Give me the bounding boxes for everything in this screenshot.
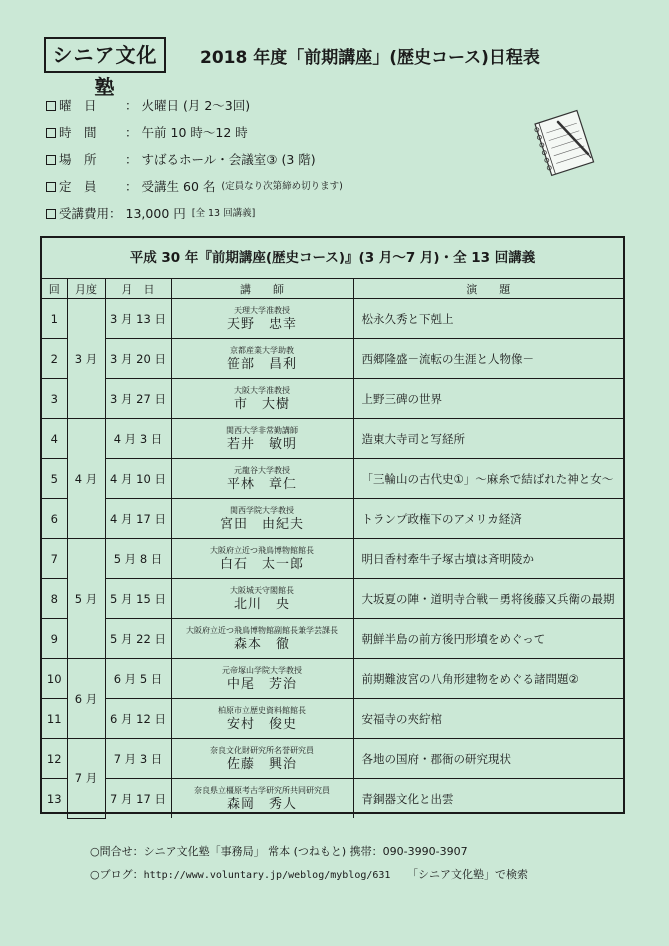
lecturer-name: 天野 忠幸	[226, 316, 297, 332]
month-cell: 3 月	[67, 299, 105, 419]
info-note: [全 13 回講義]	[191, 208, 256, 219]
blog-line	[90, 863, 630, 887]
info-row-capacity	[46, 173, 466, 200]
blog-search-text: 「シニア文化塾」で検索	[412, 868, 528, 881]
row-date: 5 月 15 日	[105, 579, 171, 619]
lecturer-name: 宮田 由紀夫	[219, 516, 304, 532]
row-date: 5 月 8 日	[105, 539, 171, 579]
checkbox-icon	[46, 182, 56, 192]
lecturer-name: 笹部 昌利	[226, 356, 297, 372]
lecturer-name: 森岡 秀人	[226, 796, 297, 812]
row-topic: 西郷隆盛－流転の生涯と人物像－	[353, 339, 623, 379]
lecturer-title: 奈良文化財研究所名誉研究員	[210, 745, 314, 755]
row-topic: 上野三碑の世界	[353, 379, 623, 419]
lecturer-title: 天理大学准教授	[234, 305, 290, 315]
row-topic: 大坂夏の陣・道明寺合戦－勇将後藤又兵衛の最期	[353, 579, 623, 619]
lecturer-name: 中尾 芳治	[226, 676, 297, 692]
row-no: 8	[42, 579, 67, 619]
lecturer-title: 関西学院大学教授	[230, 505, 294, 515]
row-lecturer	[171, 339, 353, 379]
row-date: 4 月 3 日	[105, 419, 171, 459]
row-date: 6 月 12 日	[105, 699, 171, 739]
table-row	[42, 619, 623, 659]
row-lecturer	[171, 779, 353, 819]
month-cell: 7 月	[67, 739, 105, 819]
info-label: 時 間	[59, 125, 97, 140]
colon: ：	[125, 179, 138, 194]
lecturer-title: 関西大学非常勤講師	[226, 425, 298, 435]
row-topic: 前期難波宮の八角形建物をめぐる諸問題②	[353, 659, 623, 699]
row-topic: 各地の国府・郡衙の研究現状	[353, 739, 623, 779]
row-lecturer	[171, 659, 353, 699]
info-value: すばるホール・会議室③ (3 階)	[141, 152, 316, 167]
info-label: 定 員	[59, 179, 97, 194]
lecturer-title: 大阪大学准教授	[234, 385, 290, 395]
info-row-day	[46, 92, 466, 119]
row-lecturer	[171, 699, 353, 739]
row-lecturer	[171, 419, 353, 459]
blog-url-link[interactable]: http://www.voluntary.jp/weblog/myblog/631	[143, 870, 391, 881]
row-date: 3 月 20 日	[105, 339, 171, 379]
row-no: 3	[42, 379, 67, 419]
lecturer-title: 大阪府立近つ飛鳥博物館館長	[210, 545, 314, 555]
row-topic: 安福寺の夾紵棺	[353, 699, 623, 739]
info-value: 受講生 60 名	[141, 179, 216, 194]
lecturer-title: 柏原市立歴史資料館館長	[218, 705, 306, 715]
row-topic: トランプ政権下のアメリカ経済	[353, 499, 623, 539]
lecturer-name: 平林 章仁	[226, 476, 297, 492]
checkbox-icon	[46, 209, 56, 219]
info-row-time	[46, 119, 466, 146]
lecturer-name: 市 大樹	[233, 396, 290, 412]
table-row	[42, 499, 623, 539]
table-row	[42, 339, 623, 379]
header-month: 月度	[67, 279, 105, 299]
lecturer-name: 森本 徹	[233, 636, 290, 652]
row-no: 11	[42, 699, 67, 739]
checkbox-icon	[46, 101, 56, 111]
info-row-place	[46, 146, 466, 173]
colon: ：	[109, 206, 122, 221]
lecturer-name: 北川 央	[233, 596, 290, 612]
row-lecturer	[171, 499, 353, 539]
table-row	[42, 379, 623, 419]
row-date: 3 月 27 日	[105, 379, 171, 419]
row-lecturer	[171, 379, 353, 419]
table-row	[42, 579, 623, 619]
info-label: 場 所	[59, 152, 97, 167]
row-no: 4	[42, 419, 67, 459]
row-date: 6 月 5 日	[105, 659, 171, 699]
row-no: 7	[42, 539, 67, 579]
row-lecturer	[171, 579, 353, 619]
table-row	[42, 299, 623, 339]
info-note: (定員なり次第締め切ります)	[221, 181, 343, 192]
table-row	[42, 539, 623, 579]
schedule-table	[42, 279, 623, 819]
month-cell: 4 月	[67, 419, 105, 539]
row-topic: 造東大寺司と写経所	[353, 419, 623, 459]
lecturer-title: 元帝塚山学院大学教授	[222, 665, 302, 675]
row-lecturer	[171, 299, 353, 339]
contact-line: ○問合せ：シニア文化塾「事務局」 常本 (つねもと) 携帯：090-3990-3907	[90, 845, 468, 858]
table-row	[42, 739, 623, 779]
lecturer-title: 元龍谷大学教授	[234, 465, 290, 475]
row-no: 13	[42, 779, 67, 819]
lecturer-title: 大阪城天守閣館長	[230, 585, 294, 595]
header-no: 回	[42, 279, 67, 299]
schedule-title: 平成 30 年『前期講座(歴史コース)』(3 月〜7 月)・全 13 回講義	[42, 238, 623, 279]
info-value: 火曜日 (月 2〜3回)	[141, 98, 251, 113]
month-cell: 5 月	[67, 539, 105, 659]
checkbox-icon	[46, 155, 56, 165]
table-row	[42, 659, 623, 699]
row-topic: 松永久秀と下剋上	[353, 299, 623, 339]
course-info	[46, 92, 466, 227]
row-no: 1	[42, 299, 67, 339]
info-label: 曜 日	[59, 98, 97, 113]
lecturer-name: 若井 敏明	[226, 436, 297, 452]
lecturer-title: 大阪府立近つ飛鳥博物館副館長兼学芸課長	[186, 625, 338, 635]
blog-prefix: ○ブログ：	[90, 868, 144, 881]
row-lecturer	[171, 459, 353, 499]
table-row	[42, 699, 623, 739]
lecturer-title: 京都産業大学助教	[230, 345, 294, 355]
schedule-table-box	[40, 236, 625, 814]
info-row-fee	[46, 200, 466, 227]
row-date: 7 月 3 日	[105, 739, 171, 779]
row-date: 5 月 22 日	[105, 619, 171, 659]
row-lecturer	[171, 619, 353, 659]
colon: ：	[125, 125, 138, 140]
lecturer-title: 奈良県立橿原考古学研究所共同研究員	[194, 785, 330, 795]
checkbox-icon	[46, 128, 56, 138]
footer	[90, 840, 630, 887]
lecturer-name: 白石 太一郎	[219, 556, 304, 572]
info-label: 受講費用	[59, 206, 110, 221]
notebook-pen-icon	[528, 102, 600, 180]
lecturer-name: 安村 俊史	[226, 716, 297, 732]
page-title: 2018 年度「前期講座」(歴史コース)日程表	[200, 48, 540, 68]
row-date: 7 月 17 日	[105, 779, 171, 819]
row-date: 3 月 13 日	[105, 299, 171, 339]
lecturer-name: 佐藤 興治	[226, 756, 297, 772]
row-no: 10	[42, 659, 67, 699]
row-no: 9	[42, 619, 67, 659]
row-topic: 明日香村牽牛子塚古墳は斉明陵か	[353, 539, 623, 579]
header-date: 月 日	[105, 279, 171, 299]
header-topic: 演 題	[353, 279, 623, 299]
row-no: 12	[42, 739, 67, 779]
header-lecturer: 講 師	[171, 279, 353, 299]
table-row	[42, 459, 623, 499]
row-lecturer	[171, 539, 353, 579]
info-value: 午前 10 時〜12 時	[141, 125, 248, 140]
row-topic: 「三輪山の古代史①」～麻糸で結ばれた神と女～	[353, 459, 623, 499]
row-no: 2	[42, 339, 67, 379]
row-date: 4 月 17 日	[105, 499, 171, 539]
table-header-row	[42, 279, 623, 299]
table-row	[42, 779, 623, 819]
info-value: 13,000 円	[125, 206, 186, 221]
row-topic: 青銅器文化と出雲	[353, 779, 623, 819]
colon: ：	[125, 152, 138, 167]
table-row	[42, 419, 623, 459]
row-topic: 朝鮮半島の前方後円形墳をめぐって	[353, 619, 623, 659]
colon: ：	[125, 98, 138, 113]
row-no: 5	[42, 459, 67, 499]
row-date: 4 月 10 日	[105, 459, 171, 499]
month-cell: 6 月	[67, 659, 105, 739]
org-name-box: シニア文化塾	[44, 37, 166, 73]
row-no: 6	[42, 499, 67, 539]
row-lecturer	[171, 739, 353, 779]
